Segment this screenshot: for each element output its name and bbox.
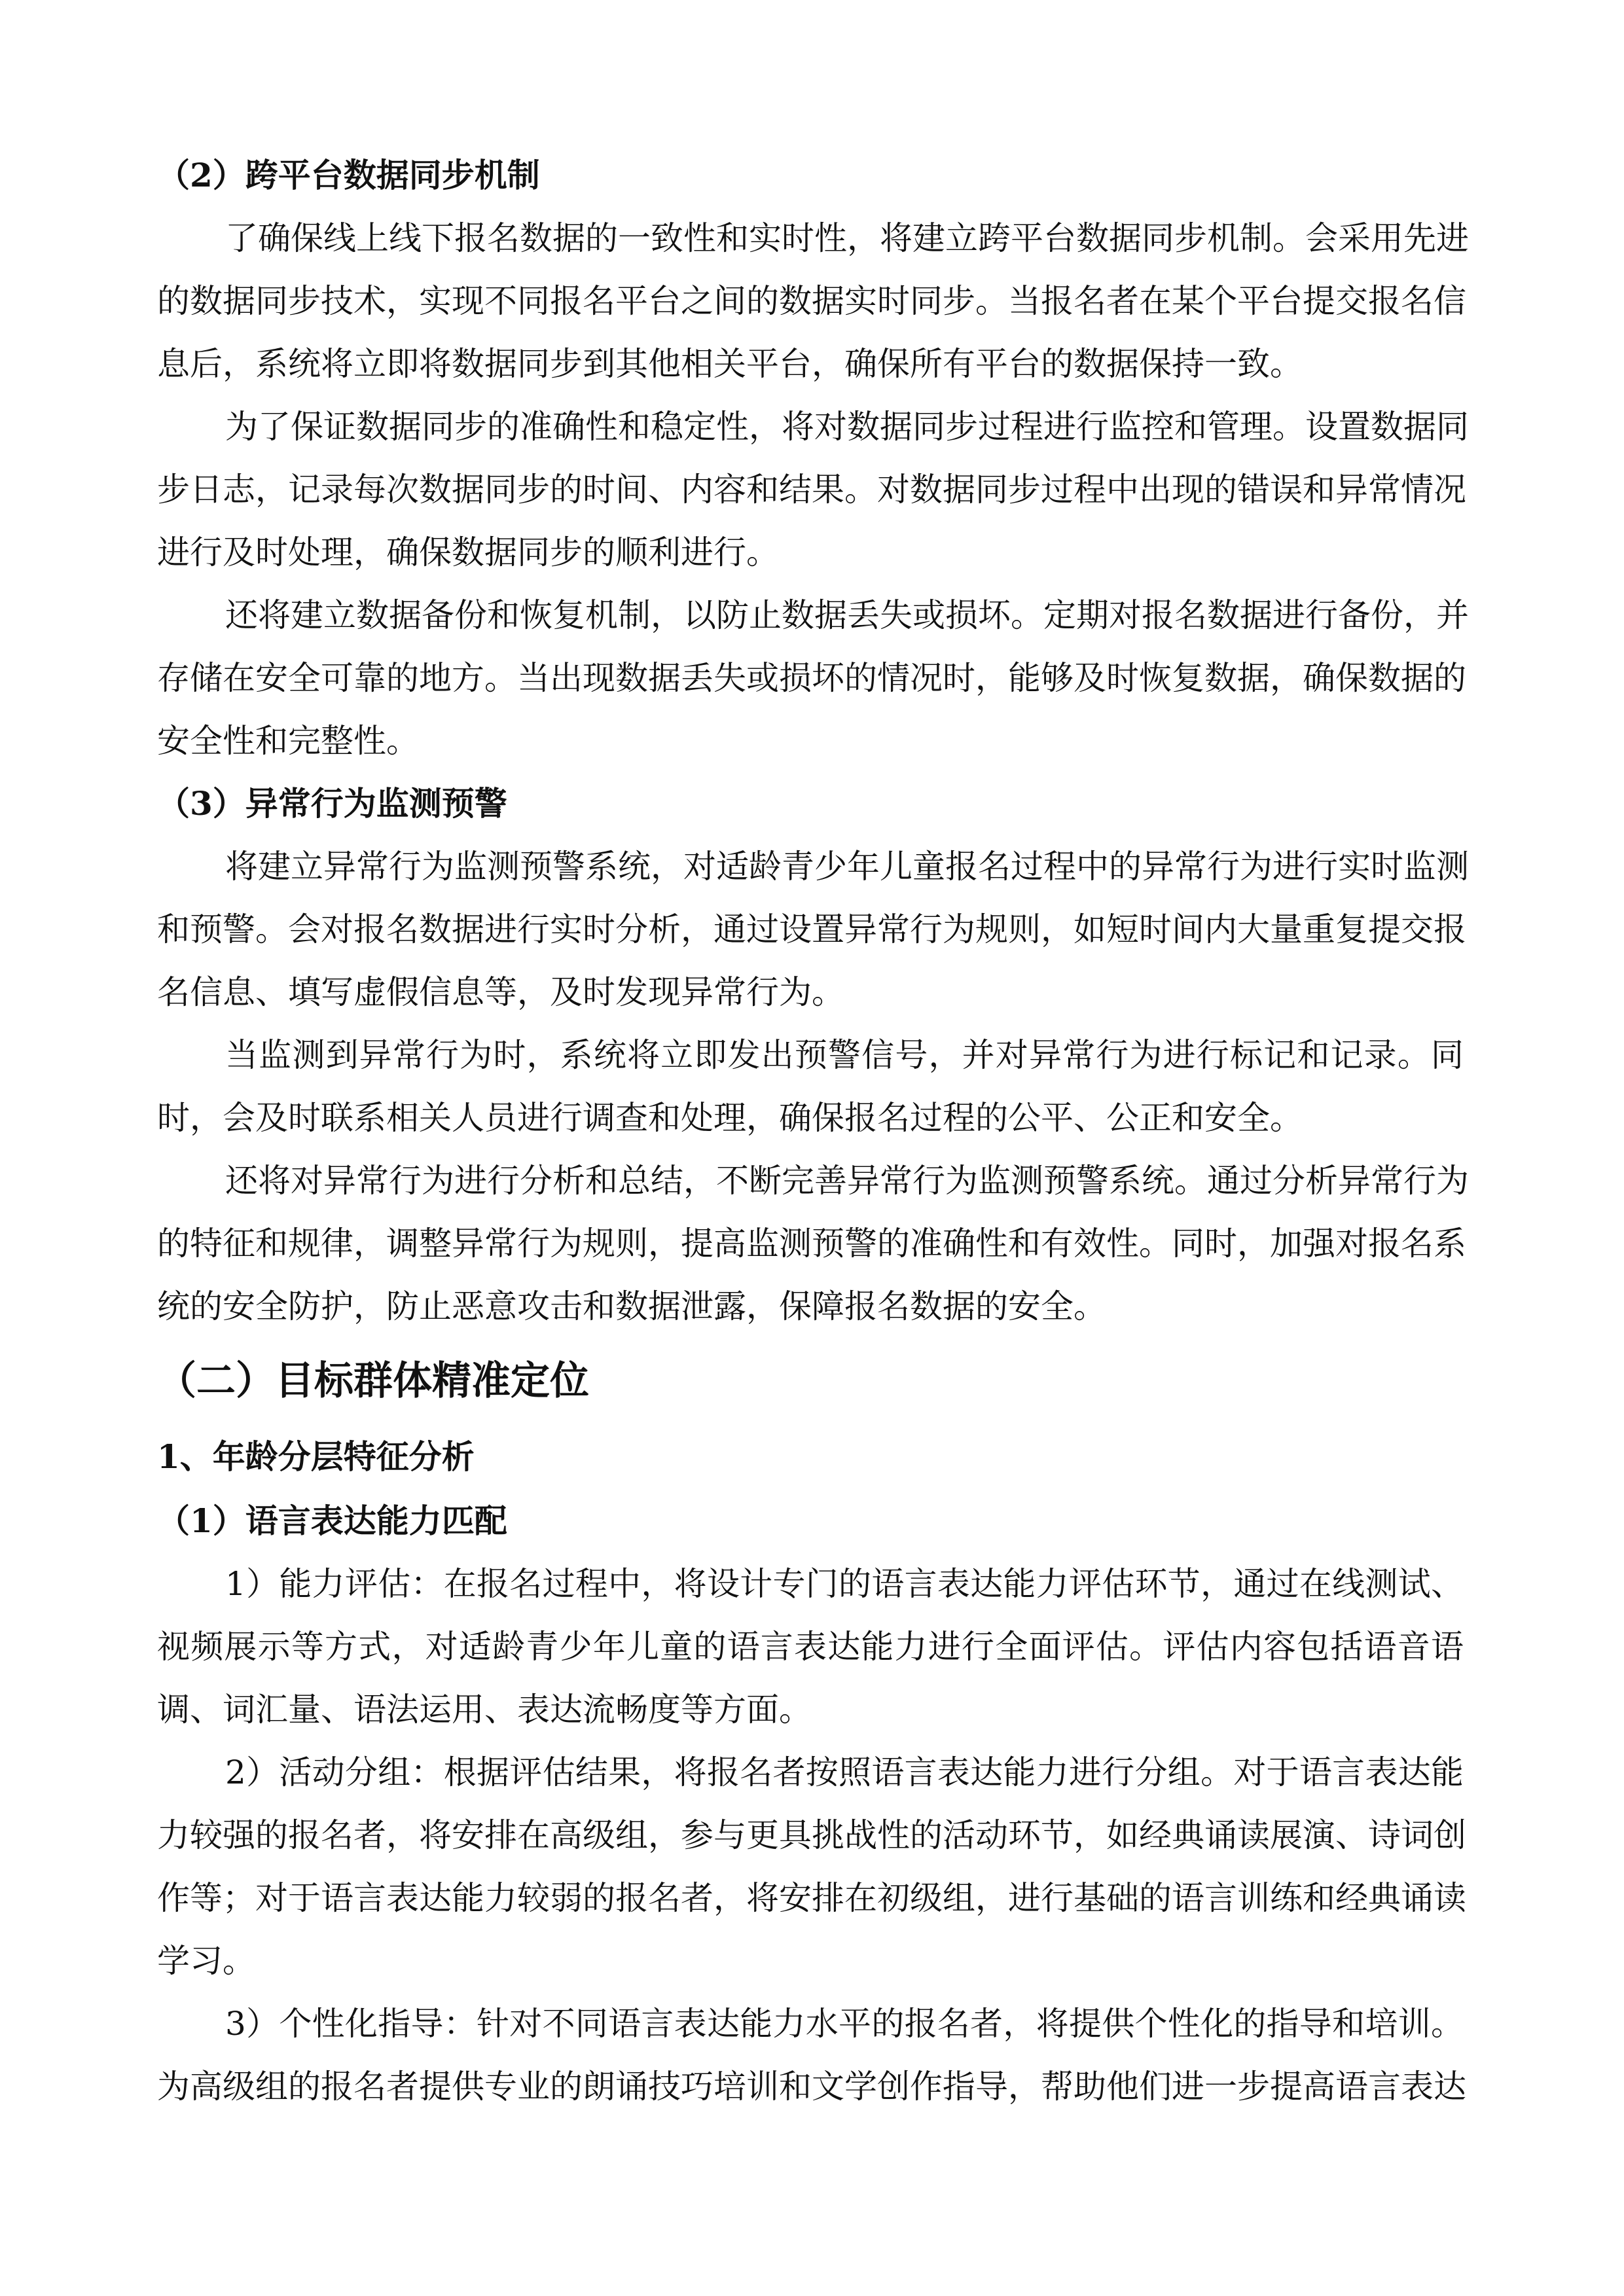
- paragraph-line: 当监测到异常行为时，系统将立即发出预警信号，并对异常行为进行标记和记录。同: [225, 1036, 1464, 1074]
- paragraph: [157, 1149, 1469, 1338]
- item-heading: （3）异常行为监测预警: [157, 784, 507, 823]
- paragraph-line: 为了保证数据同步的准确性和稳定性，将对数据同步过程进行监控和管理。设置数据同: [225, 408, 1469, 446]
- paragraph-line: 统的安全防护，防止恶意攻击和数据泄露，保障报名数据的安全。: [157, 1287, 1106, 1325]
- paragraph-line: 的特征和规律，调整异常行为规则，提高监测预警的准确性和有效性。同时，加强对报名系: [157, 1225, 1466, 1263]
- section-heading: （二）目标群体精准定位: [157, 1358, 589, 1404]
- document-page: [157, 144, 1469, 2118]
- paragraph-line: 还将建立数据备份和恢复机制，以防止数据丢失或损坏。定期对报名数据进行备份，并: [225, 596, 1469, 634]
- paragraph-line: 名信息、填写虚假信息等，及时发现异常行为。: [157, 973, 844, 1011]
- subsection-heading: 1、年龄分层特征分析: [157, 1437, 475, 1476]
- paragraph: [157, 395, 1469, 584]
- paragraph: [157, 1024, 1464, 1149]
- paragraph-line: 存储在安全可靠的地方。当出现数据丢失或损坏的情况时，能够及时恢复数据，确保数据的: [157, 659, 1466, 697]
- paragraph-line: 和预警。会对报名数据进行实时分析，通过设置异常行为规则，如短时间内大量重复提交报: [157, 910, 1466, 948]
- item-heading: （1）语言表达能力匹配: [157, 1501, 507, 1540]
- paragraph-line: 作等；对于语言表达能力较弱的报名者，将安排在初级组，进行基础的语言训练和经典诵读: [157, 1879, 1466, 1917]
- paragraph: [157, 835, 1469, 1024]
- paragraph-line: 力较强的报名者，将安排在高级组，参与更具挑战性的活动环节，如经典诵读展演、诗词创: [157, 1816, 1466, 1854]
- paragraph: [157, 207, 1469, 395]
- paragraph-line: 时，会及时联系相关人员进行调查和处理，确保报名过程的公平、公正和安全。: [157, 1099, 1303, 1137]
- paragraph-line: 步日志，记录每次数据同步的时间、内容和结果。对数据同步过程中出现的错误和异常情况: [157, 471, 1466, 509]
- paragraph-line: 1）能力评估：在报名过程中，将设计专门的语言表达能力评估环节，通过在线测试、: [225, 1565, 1464, 1603]
- paragraph-line: 2）活动分组：根据评估结果，将报名者按照语言表达能力进行分组。对于语言表达能: [225, 1753, 1464, 1791]
- paragraph-line: 调、词汇量、语法运用、表达流畅度等方面。: [157, 1691, 812, 1729]
- paragraph-line: 息后，系统将立即将数据同步到其他相关平台，确保所有平台的数据保持一致。: [157, 345, 1303, 383]
- paragraph-line: 的数据同步技术，实现不同报名平台之间的数据实时同步。当报名者在某个平台提交报名信: [157, 282, 1466, 320]
- paragraph-line: 3）个性化指导：针对不同语言表达能力水平的报名者，将提供个性化的指导和培训。: [225, 2005, 1464, 2043]
- paragraph: [157, 584, 1469, 772]
- paragraph-line: 进行及时处理，确保数据同步的顺利进行。: [157, 533, 779, 571]
- paragraph-line: 安全性和完整性。: [157, 722, 419, 760]
- paragraph: [157, 1992, 1464, 2118]
- paragraph: [157, 1552, 1464, 1741]
- item-heading: （2）跨平台数据同步机制: [157, 156, 540, 194]
- paragraph-line: 了确保线上线下报名数据的一致性和实时性，将建立跨平台数据同步机制。会采用先进: [225, 219, 1469, 257]
- paragraph-line: 学习。: [157, 1942, 255, 1980]
- paragraph-line: 视频展示等方式，对适龄青少年儿童的语言表达能力进行全面评估。评估内容包括语音语: [157, 1628, 1464, 1666]
- paragraph: [157, 1741, 1464, 1992]
- paragraph-line: 为高级组的报名者提供专业的朗诵技巧培训和文学创作指导，帮助他们进一步提高语言表达: [157, 2068, 1466, 2106]
- paragraph-line: 将建立异常行为监测预警系统，对适龄青少年儿童报名过程中的异常行为进行实时监测: [225, 848, 1469, 886]
- paragraph-line: 还将对异常行为进行分析和总结，不断完善异常行为监测预警系统。通过分析异常行为: [225, 1162, 1469, 1200]
